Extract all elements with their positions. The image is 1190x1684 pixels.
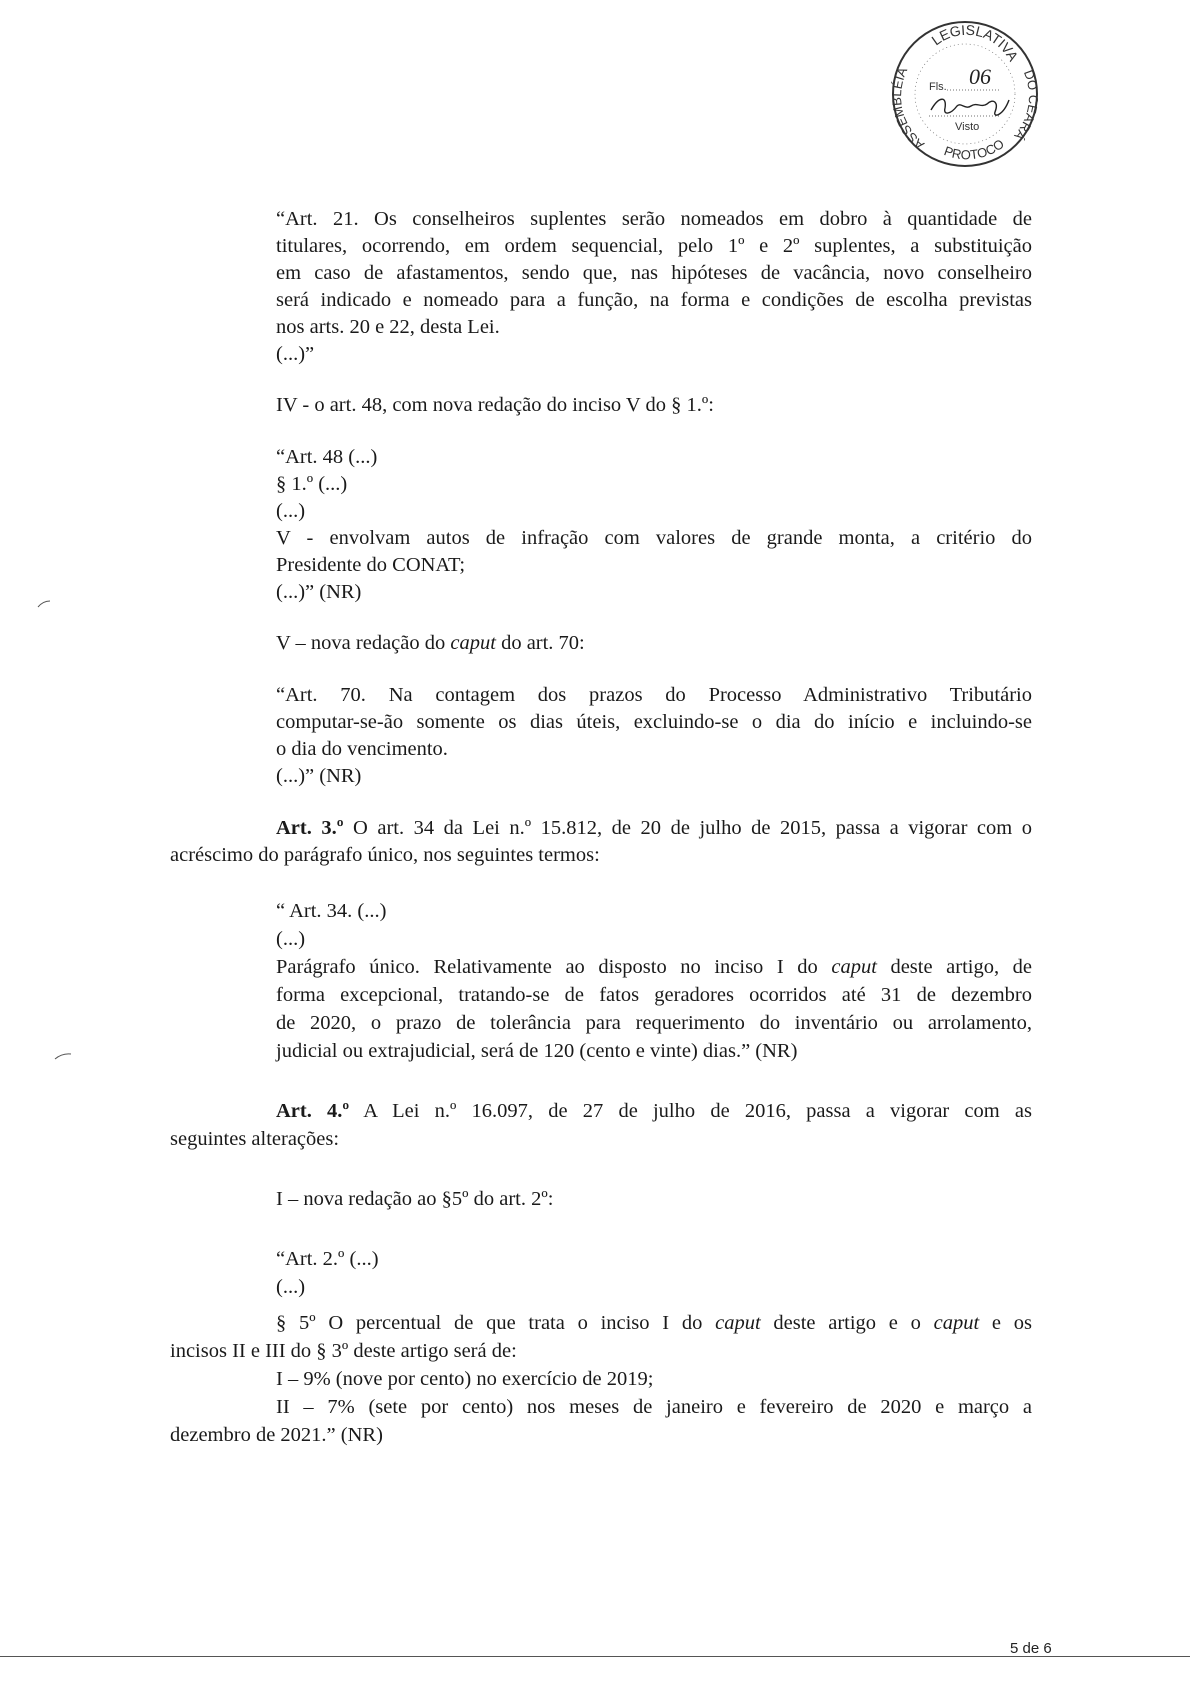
stamp-fls-label: Fls. xyxy=(929,81,947,93)
stamp-left-text: ASSEMBLÉIA xyxy=(889,64,927,153)
item-iv: IV - o art. 48, com nova redação do inciso V do § 1.º: xyxy=(276,394,714,416)
stamp-visto-label: Visto xyxy=(955,121,980,133)
text-line: (...) xyxy=(276,928,306,950)
text-line: dezembro de 2021.” (NR) xyxy=(170,1424,383,1446)
stamp-fls-value: 06 xyxy=(969,64,991,89)
text-line: nos arts. 20 e 22, desta Lei. xyxy=(276,316,500,338)
text-line: V - envolvam autos de infração com valores de grande monta, a critério do xyxy=(276,527,1032,549)
text-line: o dia do vencimento. xyxy=(276,738,448,760)
text-line: em caso de afastamentos, sendo que, nas hipóteses de vacância, novo conselheiro xyxy=(276,262,1032,284)
text-line: (...) xyxy=(276,1276,306,1298)
item-v: V – nova redação do caput do art. 70: xyxy=(276,632,585,654)
text-line: “Art. 70. Na contagem dos prazos do Processo Administrativo Tributário xyxy=(276,684,1032,706)
text-line: “ Art. 34. (...) xyxy=(276,900,387,922)
text-line: “Art. 21. Os conselheiros suplentes serão nomeados em dobro à quantidade de xyxy=(276,208,1032,230)
stamp-right-text: DO CEARÁ xyxy=(1011,67,1041,144)
stamp-seal-icon xyxy=(889,18,1041,170)
text-line: Presidente do CONAT; xyxy=(276,554,466,576)
pen-mark-icon xyxy=(54,1052,72,1060)
text-line: (...)” (NR) xyxy=(276,581,362,603)
text-line: (...) xyxy=(276,500,306,522)
text-line: II – 7% (sete por cento) nos meses de janeiro e fevereiro de 2020 e março a xyxy=(276,1396,1032,1418)
article-4: Art. 4.º A Lei n.º 16.097, de 27 de julho de 2016, passa a vigorar com as xyxy=(276,1100,1032,1122)
item-i: I – nova redação ao §5º do art. 2º: xyxy=(276,1188,554,1210)
text-line: “Art. 2.º (...) xyxy=(276,1248,379,1270)
text-line: será indicado e nomeado para a função, na forma e condições de escolha previstas xyxy=(276,289,1032,311)
text-line: acréscimo do parágrafo único, nos seguintes termos: xyxy=(170,844,600,866)
page-number: 5 de 6 xyxy=(1010,1640,1052,1657)
stamp-bottom-text: PROTOCO xyxy=(942,135,1007,163)
text-line: I – 9% (nove por cento) no exercício de 2019; xyxy=(276,1368,654,1390)
signature-icon xyxy=(931,99,1009,115)
protocol-stamp xyxy=(889,18,1041,170)
text-line: computar-se-ão somente os dias úteis, excluindo-se o dia do início e incluindo-se xyxy=(276,711,1032,733)
text-line: seguintes alterações: xyxy=(170,1128,340,1150)
text-line: (...)” (NR) xyxy=(276,765,362,787)
svg-text:ASSEMBLÉIA xyxy=(889,65,927,153)
svg-text:LEGISLATIVA xyxy=(928,22,1021,65)
pen-mark-icon xyxy=(37,600,51,608)
text-line: Parágrafo único. Relativamente ao disposto no inciso I do caput deste artigo, de xyxy=(276,956,1033,978)
text-line: § 1.º (...) xyxy=(276,473,348,495)
text-line: incisos II e III do § 3º deste artigo será de: xyxy=(170,1340,517,1362)
article-3: Art. 3.º O art. 34 da Lei n.º 15.812, de 20 de julho de 2015, passa a vigorar com o xyxy=(276,817,1032,839)
stamp-top-text: LEGISLATIVA xyxy=(928,21,1022,64)
text-line: titulares, ocorrendo, em ordem sequencial, pelo 1º e 2º suplentes, a substituição xyxy=(276,235,1032,257)
text-line: “Art. 48 (...) xyxy=(276,446,378,468)
text-line: de 2020, o prazo de tolerância para requerimento do inventário ou arrolamento, xyxy=(276,1012,1032,1034)
text-line: (...)” xyxy=(276,343,315,365)
text-line: forma excepcional, tratando-se de fatos geradores ocorridos até 31 de dezembro xyxy=(276,984,1032,1006)
text-line: judicial ou extrajudicial, será de 120 (cento e vinte) dias.” (NR) xyxy=(276,1040,798,1062)
svg-text:DO CEARÁ xyxy=(1011,68,1041,144)
text-line: § 5º O percentual de que trata o inciso I do caput deste artigo e o caput e os xyxy=(276,1312,1032,1334)
